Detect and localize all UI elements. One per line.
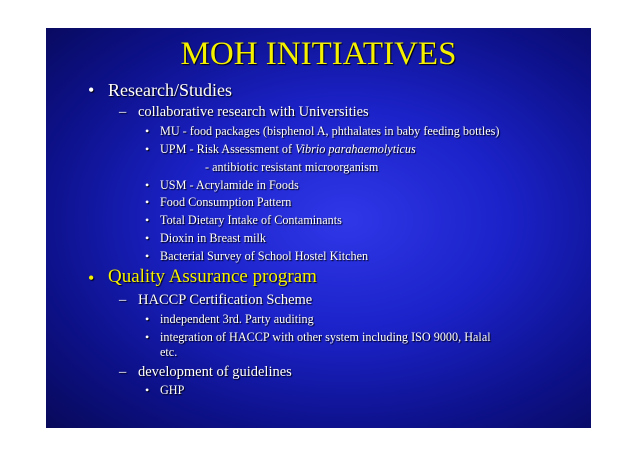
slide	[46, 28, 591, 428]
item-usm-acrylamide: USM - Acrylamide in Foods	[160, 178, 299, 192]
item-haccp-integration: integration of HACCP with other system including ISO 9000, Halal	[160, 330, 491, 344]
dash-icon: –	[119, 104, 127, 120]
bullet-icon: •	[145, 330, 150, 344]
section-quality-assurance: Quality Assurance program	[108, 266, 317, 287]
bullet-icon: •	[145, 213, 150, 227]
item-food-consumption: Food Consumption Pattern	[160, 195, 292, 209]
bullet-icon: •	[145, 178, 150, 192]
item-ghp: GHP	[160, 383, 185, 397]
item-haccp-integration-cont: etc.	[160, 345, 178, 359]
section-research-studies: Research/Studies	[108, 80, 232, 100]
dash-icon: –	[119, 292, 127, 308]
dash-icon: –	[119, 364, 127, 380]
item-upm-risk-assessment: UPM - Risk Assessment of Vibrio parahaemolyticus	[160, 142, 416, 156]
item-mu-food-packages: MU - food packages (bisphenol A, phthalates in baby feeding bottles)	[160, 124, 500, 138]
bullet-icon: •	[145, 231, 150, 245]
sub-collaborative-research: collaborative research with Universities	[138, 104, 369, 120]
sub-development-guidelines: development of guidelines	[138, 364, 292, 380]
item-dioxin: Dioxin in Breast milk	[160, 231, 266, 245]
bullet-icon: •	[145, 142, 150, 156]
species-name: Vibrio parahaemolyticus	[295, 142, 416, 156]
bullet-icon: •	[88, 268, 95, 288]
item-independent-auditing: independent 3rd. Party auditing	[160, 312, 314, 326]
slide-title: MOH INITIATIVES	[180, 36, 457, 72]
bullet-icon: •	[145, 124, 150, 138]
bullet-icon: •	[145, 383, 150, 397]
item-total-dietary-intake: Total Dietary Intake of Contaminants	[160, 213, 342, 227]
item-bacterial-survey: Bacterial Survey of School Hostel Kitchen	[160, 249, 369, 263]
bullet-icon: •	[145, 312, 150, 326]
item-antibiotic-resistant: - antibiotic resistant microorganism	[205, 160, 379, 174]
bullet-icon: •	[145, 195, 150, 209]
sub-haccp-certification: HACCP Certification Scheme	[138, 292, 313, 308]
bullet-icon: •	[145, 249, 150, 263]
bullet-icon: •	[88, 80, 95, 100]
